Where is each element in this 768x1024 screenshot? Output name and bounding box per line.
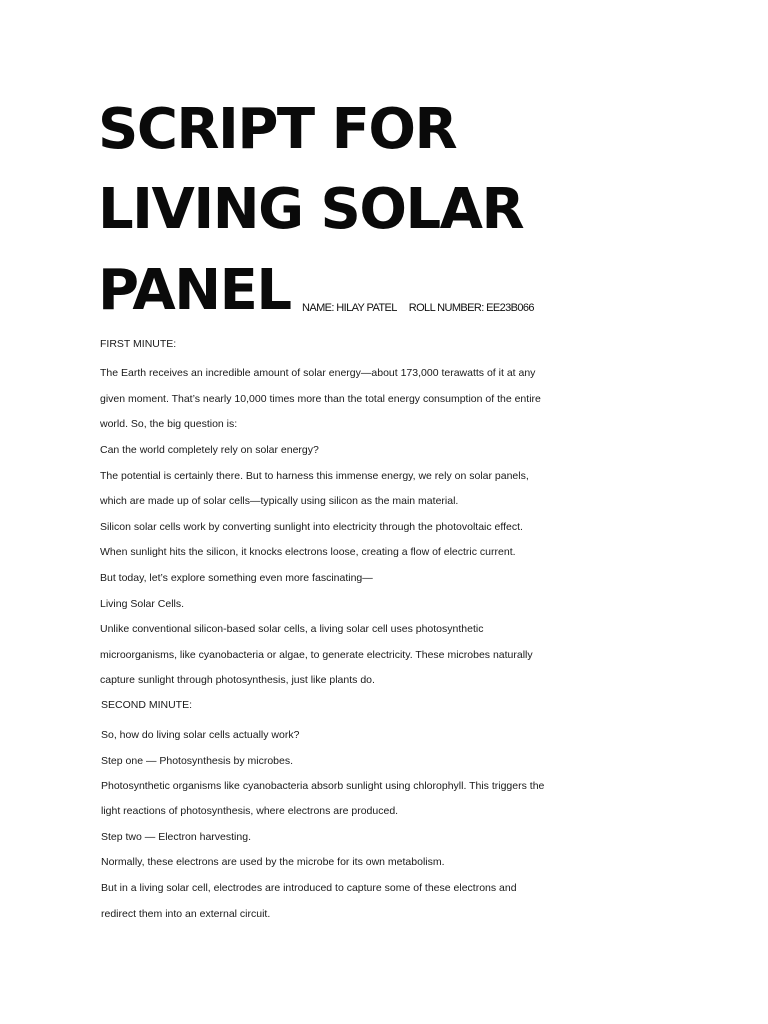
body-line: Photosynthetic organisms like cyanobacteria absorb sunlight using chlorophyll. This triggers the: [101, 780, 545, 792]
document-title-line-3: PANEL: [98, 258, 291, 323]
body-line: which are made up of solar cells—typically using silicon as the main material.: [100, 495, 459, 507]
author-name: NAME: HILAY PATEL: [302, 302, 397, 314]
body-line: Step two — Electron harvesting.: [101, 831, 251, 843]
roll-number: ROLL NUMBER: EE23B066: [408, 302, 534, 314]
section-heading-first-minute: FIRST MINUTE:: [100, 338, 177, 350]
author-byline: [302, 302, 534, 314]
body-line: light reactions of photosynthesis, where electrons are produced.: [101, 805, 399, 817]
document-title-line-1: SCRIPT FOR: [98, 97, 457, 162]
body-line: Can the world completely rely on solar energy?: [100, 444, 319, 456]
body-line: When sunlight hits the silicon, it knocks electrons loose, creating a flow of electric current.: [100, 546, 516, 558]
document-title-line-2: LIVING SOLAR: [98, 177, 524, 242]
body-line: Living Solar Cells.: [100, 598, 185, 610]
body-line: But today, let’s explore something even more fascinating—: [100, 572, 373, 584]
body-line: redirect them into an external circuit.: [101, 908, 271, 920]
body-line: But in a living solar cell, electrodes are introduced to capture some of these electrons and: [101, 882, 517, 894]
body-line: So, how do living solar cells actually work?: [101, 729, 300, 741]
body-line: microorganisms, like cyanobacteria or algae, to generate electricity. These microbes naturally: [100, 649, 533, 661]
section-heading-second-minute: SECOND MINUTE:: [101, 699, 193, 711]
body-line: The potential is certainly there. But to harness this immense energy, we rely on solar panels,: [100, 470, 529, 482]
body-line: Step one — Photosynthesis by microbes.: [101, 755, 294, 767]
body-line: Unlike conventional silicon-based solar cells, a living solar cell uses photosynthetic: [100, 623, 484, 635]
body-line: Normally, these electrons are used by the microbe for its own metabolism.: [101, 856, 445, 868]
body-line: capture sunlight through photosynthesis, just like plants do.: [100, 674, 375, 686]
body-line: world. So, the big question is:: [100, 418, 238, 430]
body-line: Silicon solar cells work by converting sunlight into electricity through the photovoltaic effect.: [100, 521, 523, 533]
body-line: given moment. That’s nearly 10,000 times more than the total energy consumption of the entire: [100, 393, 541, 405]
body-line: The Earth receives an incredible amount of solar energy—about 173,000 terawatts of it at any: [100, 367, 536, 379]
